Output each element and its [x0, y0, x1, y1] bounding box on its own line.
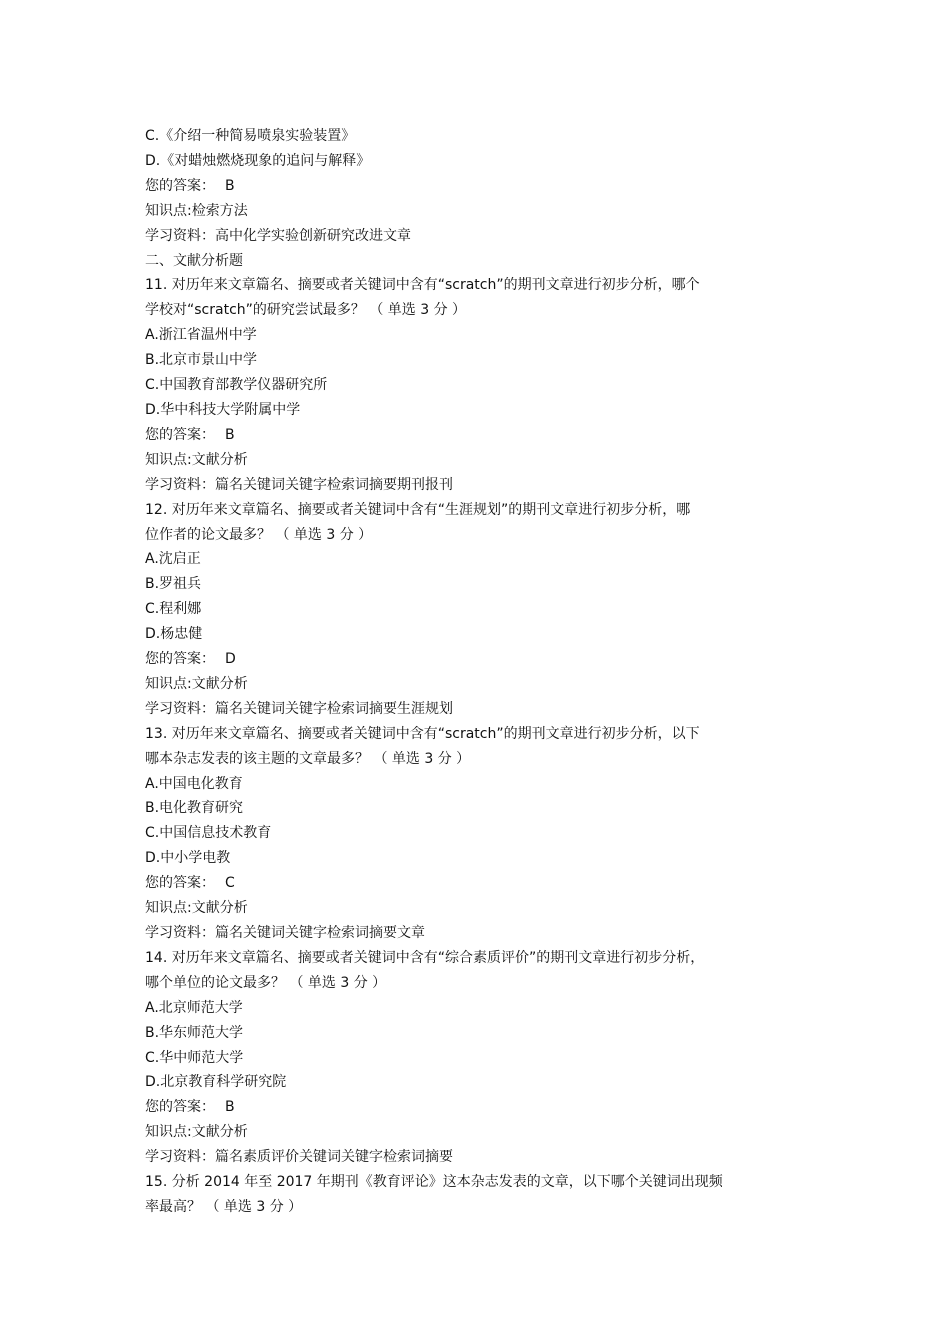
answer-value: B: [225, 177, 235, 194]
option-a: A.浙江省温州中学: [145, 327, 257, 344]
answer-label: 您的答案：: [145, 177, 215, 194]
option-b: B.罗祖兵: [145, 576, 202, 593]
study-resource: 学习资料：篇名素质评价关键词关键字检索词摘要: [145, 1149, 453, 1166]
answer-label: 您的答案：: [145, 651, 215, 668]
option-c: C.程利娜: [145, 601, 202, 618]
option-a: A.中国电化教育: [145, 775, 243, 792]
section-title: 二、文献分析题: [145, 252, 243, 269]
question-block: [145, 1170, 817, 1220]
answer-value: C: [225, 875, 235, 892]
question-stem: 12. 对历年来文章篇名、摘要或者关键词中含有“生涯规划”的期刊文章进行初步分析，哪: [145, 501, 691, 518]
question-block: [145, 722, 817, 946]
option-b: B.电化教育研究: [145, 800, 244, 817]
option-d: D.《对蜡烛燃烧现象的追问与解释》: [145, 152, 371, 169]
answer-label: 您的答案：: [145, 426, 215, 443]
answer-value: B: [225, 1099, 235, 1116]
option-c: C.华中师范大学: [145, 1049, 244, 1066]
question-stem-cont: 哪本杂志发表的该主题的文章最多？ （ 单选 3 分 ）: [145, 750, 471, 767]
answer-value: D: [225, 651, 236, 668]
your-answer: [145, 871, 817, 896]
question-block: [145, 946, 817, 1170]
option-c: C.中国信息技术教育: [145, 825, 272, 842]
your-answer: [145, 647, 817, 672]
option-a: A.北京师范大学: [145, 999, 243, 1016]
answer-value: B: [225, 426, 235, 443]
question-block: [145, 498, 817, 722]
question-stem-cont: 哪个单位的论文最多？ （ 单选 3 分 ）: [145, 974, 387, 991]
option-d: D.中小学电教: [145, 850, 231, 867]
your-answer: [145, 1095, 817, 1120]
study-resource: 学习资料：篇名关键词关键字检索词摘要生涯规划: [145, 700, 453, 717]
question-stem-cont: 率最高？ （ 单选 3 分 ）: [145, 1198, 303, 1215]
question-stem: 13. 对历年来文章篇名、摘要或者关键词中含有“scratch”的期刊文章进行初步分析，以下: [145, 725, 700, 742]
question-stem-cont: 学校对“scratch”的研究尝试最多？ （ 单选 3 分 ）: [145, 302, 467, 319]
study-resource: 学习资料：高中化学实验创新研究改进文章: [145, 227, 411, 244]
option-b: B.北京市景山中学: [145, 352, 258, 369]
question-stem: 11. 对历年来文章篇名、摘要或者关键词中含有“scratch”的期刊文章进行初步分析，哪个: [145, 277, 700, 294]
your-answer: [145, 174, 817, 199]
option-c: C.中国教育部教学仪器研究所: [145, 377, 328, 394]
knowledge-point: 知识点:文献分析: [145, 451, 248, 468]
question-stem: 15. 分析 2014 年至 2017 年期刊《教育评论》这本杂志发表的文章，以下哪个关键词出现频: [145, 1174, 723, 1191]
knowledge-point: 知识点:文献分析: [145, 1124, 248, 1141]
study-resource: 学习资料：篇名关键词关键字检索词摘要期刊报刊: [145, 476, 453, 493]
option-b: B.华东师范大学: [145, 1024, 244, 1041]
study-resource: 学习资料：篇名关键词关键字检索词摘要文章: [145, 925, 425, 941]
option-d: D.华中科技大学附属中学: [145, 401, 301, 418]
knowledge-point: 知识点:文献分析: [145, 675, 248, 692]
document-page: [145, 124, 817, 1220]
knowledge-point: 知识点:检索方法: [145, 202, 248, 219]
question-block: [145, 273, 817, 497]
knowledge-point: 知识点:文献分析: [145, 900, 248, 917]
option-d: D.北京教育科学研究院: [145, 1074, 287, 1091]
answer-label: 您的答案：: [145, 875, 215, 892]
question-stem-cont: 位作者的论文最多？ （ 单选 3 分 ）: [145, 526, 373, 543]
option-c: C.《介绍一种简易喷泉实验装置》: [145, 128, 356, 144]
option-a: A.沈启正: [145, 551, 201, 568]
answer-label: 您的答案：: [145, 1099, 215, 1116]
option-d: D.杨忠健: [145, 626, 203, 643]
your-answer: [145, 423, 817, 448]
question-stem: 14. 对历年来文章篇名、摘要或者关键词中含有“综合素质评价”的期刊文章进行初步分析，: [145, 949, 705, 966]
